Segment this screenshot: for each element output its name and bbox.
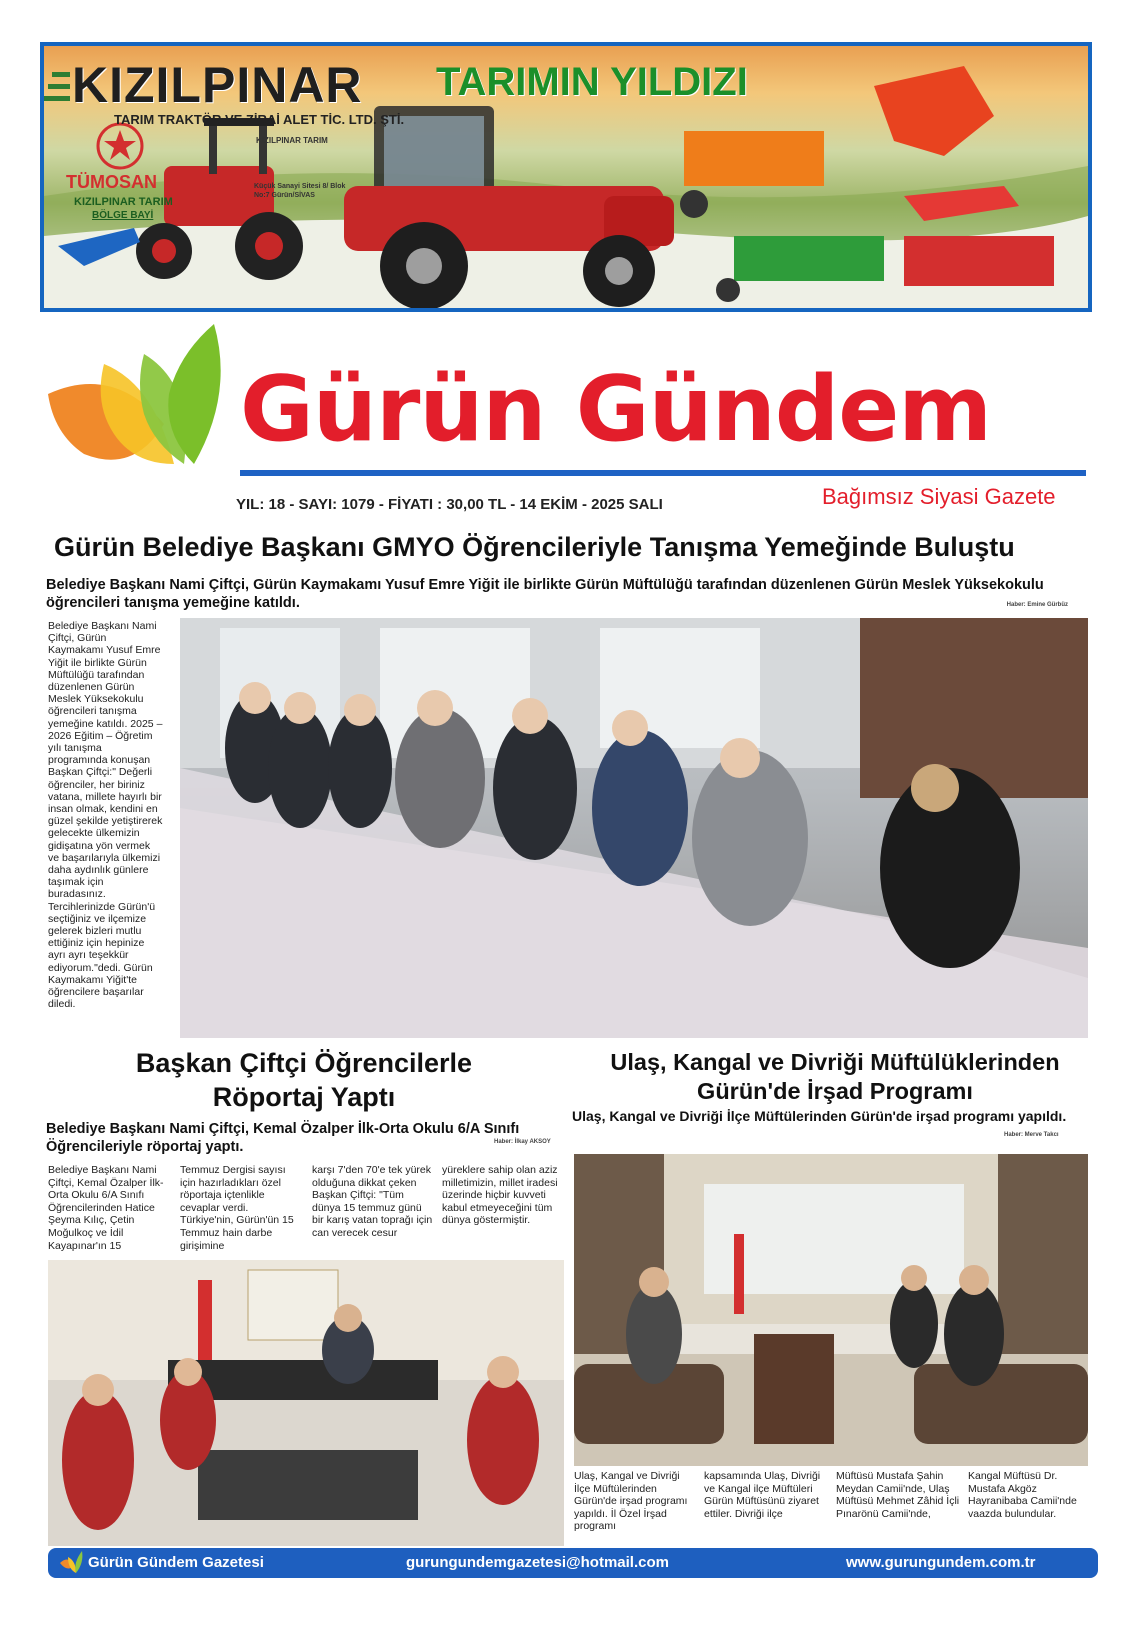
ad-banner[interactable] — [40, 42, 1092, 312]
ad-brand: KIZILPINAR — [72, 57, 363, 113]
story2-column: Temmuz Dergisi sayısı için hazırladıkları özel röportaja içtenlikle cevaplar verdi. Türkiye'nin, Gürün'ün 15 Temmuz hain darbe girişimine — [180, 1164, 294, 1252]
lead-summary: Belediye Başkanı Nami Çiftçi, Gürün Kaymakamı Yusuf Emre Yiğit ile birlikte Gürün Müftülüğü tarafından düzenlenen Gürün Meslek Yüksekokulu öğrencileri tanışma yemeğine katıldı. — [46, 577, 1044, 611]
issue-line: YIL: 18 - SAYI: 1079 - FİYATI : 30,00 TL - 14 EKİM - 2025 SALI — [236, 496, 663, 513]
story3-headline[interactable]: Ulaş, Kangal ve Divriği Müftülüklerinden Gürün'de İrşad Programı — [610, 1049, 1060, 1104]
story3-column: Müftüsü Mustafa Şahin Meydan Camii'nde, Ulaş Müftüsü Mehmet Zâhid İçli Pınarönü Camii'nde, — [836, 1470, 960, 1520]
lead-photo-image — [180, 618, 1088, 1038]
story2-summary: Belediye Başkanı Nami Çiftçi, Kemal Özalper İlk-Orta Okulu 6/A Sınıfı Öğrencileriyle röportaj yaptı. — [46, 1121, 520, 1155]
story2-credit: Haber: İlkay AKSOY — [494, 1139, 551, 1145]
disc-plough-icon — [874, 66, 994, 156]
ad-address: Küçük Sanayi Sitesi 8/ Blok No:7 Gürün/SİVAS — [254, 183, 346, 199]
lead-credit: Haber: Emine Gürbüz — [1006, 602, 1068, 608]
ad-brand-subtitle: TARIM TRAKTÖR VE ZİRAİ ALET TİC. LTD. ŞTİ. — [114, 112, 405, 127]
masthead-rule — [240, 470, 1086, 476]
story2-column: yüreklere sahip olan aziz milletimizin, millet iradesi üzerinde hiçbir kuvveti kabul etmeyeceğini tüm dünya göstermiştir. — [442, 1164, 558, 1227]
kizilpinar-logo-icon — [44, 72, 70, 101]
ad-dealer-line1: KIZILPINAR TARIM — [74, 196, 173, 208]
lead-photo[interactable] — [180, 618, 1088, 1038]
footer-website-link[interactable]: www.gurungundem.com.tr — [846, 1554, 1036, 1571]
story3-column: kapsamında Ulaş, Divriği ve Kangal ilçe Müftüleri Gürün Müftüsünü ziyaret ettiler. Divriği ilçe — [704, 1470, 821, 1520]
green-drill-icon — [734, 236, 884, 281]
story3-summary: Ulaş, Kangal ve Divriği İlçe Müftülerinden Gürün'de irşad programı yapıldı. — [572, 1108, 1067, 1124]
story2-photo[interactable] — [48, 1260, 564, 1546]
seed-drill-icon — [684, 131, 824, 186]
story3-photo[interactable] — [574, 1154, 1088, 1466]
lead-body: Belediye Başkanı Nami Çiftçi, Gürün Kaymakamı Yusuf Emre Yiğit ile birlikte Gürün Müftülüğü tarafından düzenlenen Gürün Meslek Yüksekokulu öğrencileri tanışma yemeğine katıldı. 2025 – 2026 Eğitim – Öğretim yılı tanışma programında konuşan Başkan Çiftçi:" Değerli öğrenciler, her biriniz vatana, millete hayırlı bir insan olmak, kendini en güzel şekilde yetiştirerek gelecekte ülkemizin gidişatına yön vermek ve başarılarıyla ülkemizi daha aydınlık günlere taşımak için buradasınız. Tercihlerinizde Gürün'ü seçtiğiniz ve ilçemize gelerek bizleri mutlu ettiğiniz için hepinize ayrı ayrı teşekkür ediyorum."dedi. Gürün Kaymakamı Yiğit'te öğrencilere başarılar diledi. — [48, 620, 163, 1011]
tagline: Bağımsız Siyasi Gazete — [822, 484, 1056, 509]
mower-icon — [904, 236, 1054, 286]
ad-partner: TÜMOSAN — [66, 172, 157, 192]
ad-mini-sign: KIZILPINAR TARIM — [256, 136, 328, 145]
story2-photo-image — [48, 1260, 564, 1546]
footer-email-link[interactable]: gurungundemgazetesi@hotmail.com — [406, 1554, 669, 1571]
story2-headline[interactable]: Başkan Çiftçi Öğrencilerle Röportaj Yaptı — [135, 1048, 473, 1112]
masthead-title: Gürün Gündem — [240, 357, 992, 462]
ad-slogan: TARIMIN YILDIZI — [436, 60, 748, 104]
lead-headline[interactable]: Gürün Belediye Başkanı GMYO Öğrencileriyle Tanışma Yemeğinde Buluştu — [54, 532, 1015, 562]
story3-photo-image — [574, 1154, 1088, 1466]
story3-column: Kangal Müftüsü Dr. Mustafa Akgöz Hayranibaba Camii'nde vaazda bulundular. — [968, 1470, 1077, 1520]
footer-leaf-logo-icon — [58, 1551, 84, 1575]
ad-dealer-line2: BÖLGE BAYİ — [92, 210, 154, 221]
footer-paper-name: Gürün Gündem Gazetesi — [88, 1554, 264, 1571]
footer-bar — [48, 1548, 1098, 1578]
story2-column: Belediye Başkanı Nami Çiftçi, Kemal Özalper İlk-Orta Okulu 6/A Sınıfı Öğrencilerinden Hatice Şeyma Kılıç, Çetin Moğulkoç ve İdil Kayapınar'ın 15 — [48, 1164, 164, 1252]
story3-column: Ulaş, Kangal ve Divriği İlçe Müftülerinden Gürün'de irşad programı yapıldı. İl Özel İrşad programı — [574, 1470, 688, 1533]
story2-column: karşı 7'den 70'e tek yürek olduğuna dikkat çeken Başkan Çiftçi: "Tüm dünya 15 temmuz günü bir karış vatan toprağı için can verecek cesur — [312, 1164, 433, 1239]
story3-credit: Haber: Merve Takcı — [1004, 1132, 1059, 1138]
masthead-leaf-logo-icon — [44, 324, 234, 484]
